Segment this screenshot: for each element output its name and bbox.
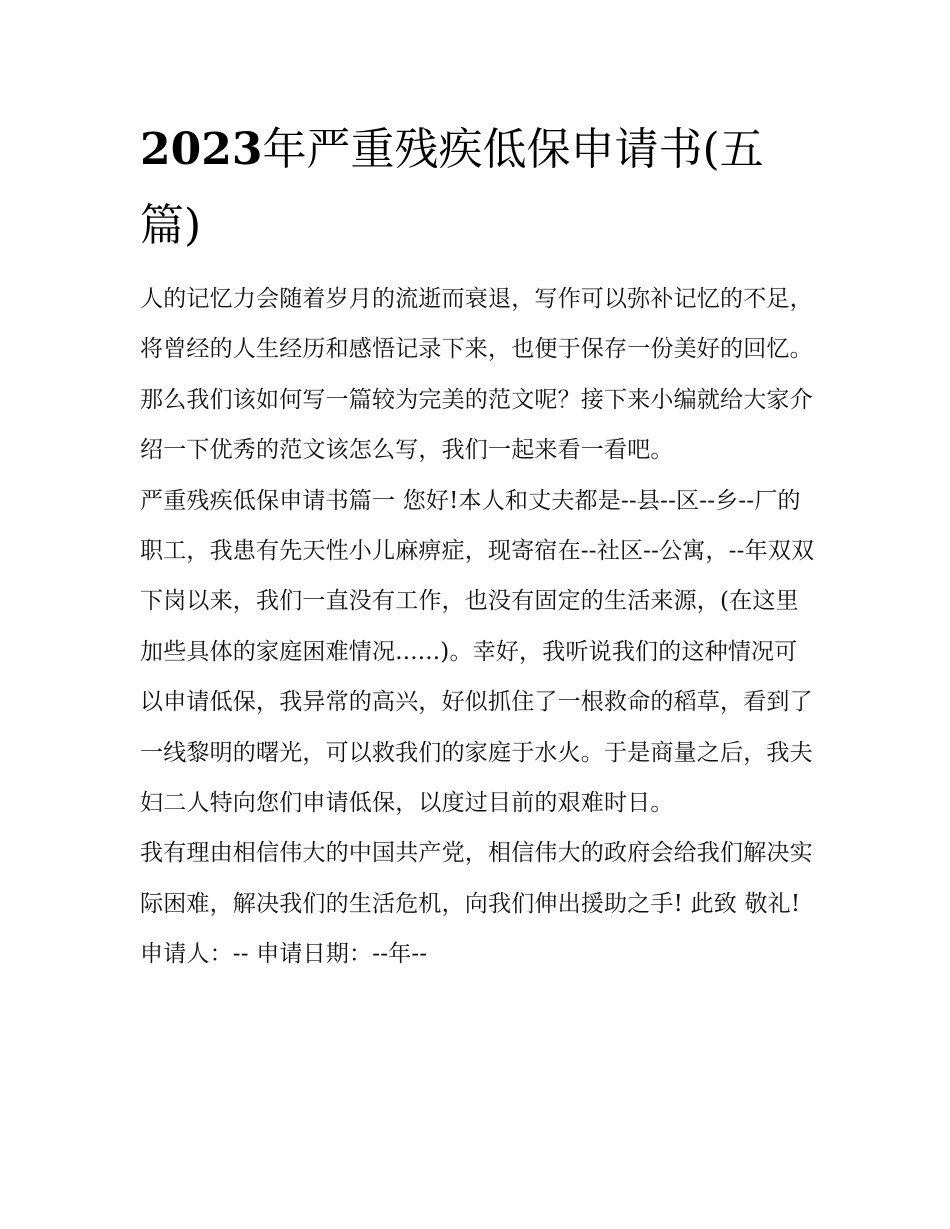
document-body bbox=[140, 274, 820, 980]
paragraph-intro: 人的记忆力会随着岁月的流逝而衰退，写作可以弥补记忆的不足，将曾经的人生经历和感悟记录下来，也便于保存一份美好的回忆。那么我们该如何写一篇较为完美的范文呢？接下来小编就给大家介绍一下优秀的范文该怎么写，我们一起来看一看吧。 bbox=[140, 286, 813, 464]
paragraph-closing: 我有理由相信伟大的中国共产党，相信伟大的政府会给我们解决实际困难，解决我们的生活危机，向我们伸出援助之手! 此致 敬礼! 申请人：-- 申请日期：--年-- bbox=[140, 840, 813, 968]
paragraph-application: 严重残疾低保申请书篇一 您好!本人和丈夫都是--县--区--乡--厂的职工，我患有先天性小儿麻痹症，现寄宿在--社区--公寓，--年双双下岗以来，我们一直没有工作，也没有固定的生活来源，(在这里加些具体的家庭困难情况......)。幸好，我听说我们的这种情况可以申请低保，我异常的高兴，好似抓住了一根救命的稻草，看到了一线黎明的曙光，可以救我们的家庭于水火。于是商量之后，我夫妇二人特向您们申请低保，以度过目前的艰难时日。 bbox=[140, 487, 815, 817]
document-title bbox=[140, 112, 820, 264]
title-year: 2023 bbox=[140, 124, 263, 175]
title-text: 年严重残疾低保申请书(五篇) bbox=[140, 124, 764, 251]
